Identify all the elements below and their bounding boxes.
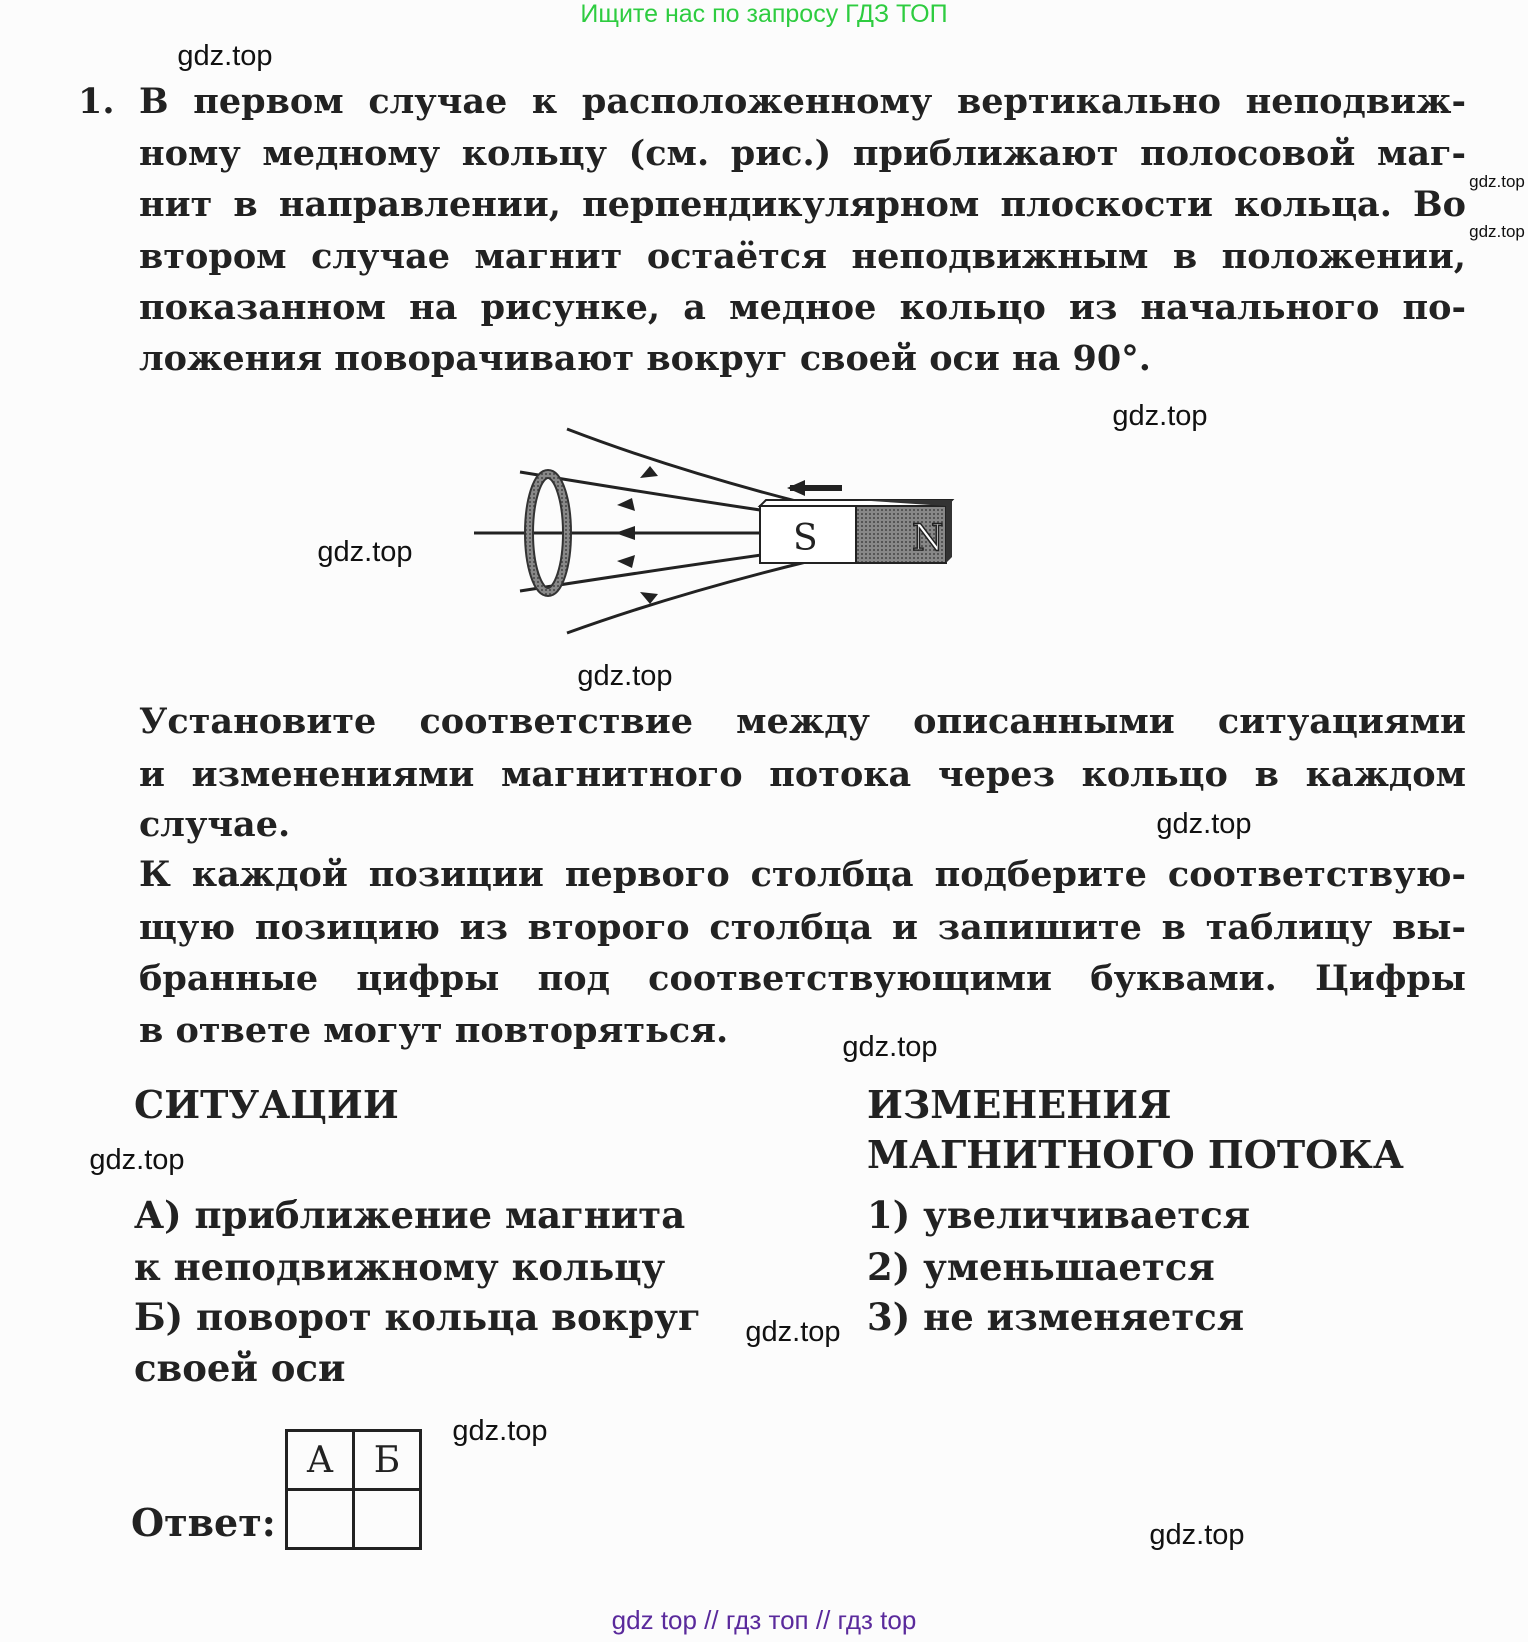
watermark: gdz.top — [452, 1415, 548, 1447]
watermark: gdz.top — [842, 1031, 938, 1063]
watermark: gdz.top — [1112, 400, 1208, 432]
pole-n-label: N — [912, 518, 944, 559]
text-line: ному медному кольцу (см. рис.) приближают полосовой маг- — [139, 133, 1466, 174]
change-item: 1) увеличивается — [867, 1193, 1251, 1237]
text-line: Установите соответствие между описанными ситуациями — [139, 701, 1466, 742]
watermark: gdz.top — [1469, 222, 1525, 241]
answer-label: Ответ: — [131, 1500, 276, 1545]
text-line: втором случае магнит остаётся неподвижным в положении, — [139, 236, 1466, 277]
change-item: 3) не изменяется — [867, 1295, 1245, 1339]
text-line: К каждой позиции первого столбца подберите соответствую- — [139, 854, 1466, 895]
pole-s-label: S — [793, 518, 818, 559]
text-line: и изменениями магнитного потока через кольцо в каждом — [139, 754, 1466, 795]
answer-header-b: Б — [354, 1431, 421, 1490]
answer-cell-a[interactable] — [287, 1490, 354, 1549]
answer-header-a: А — [287, 1431, 354, 1490]
text-line: щую позицию из второго столбца и запишите в таблицу вы- — [139, 907, 1466, 948]
magnet-ring-figure — [0, 0, 1528, 700]
answer-table — [285, 1429, 422, 1550]
situation-item: к неподвижному кольцу — [134, 1245, 666, 1289]
answer-cell-b[interactable] — [354, 1490, 421, 1549]
watermark: gdz.top — [745, 1316, 841, 1348]
column-title-changes: МАГНИТНОГО ПОТОКА — [867, 1132, 1404, 1177]
text-line: бранные цифры под соответствующими буквами. Цифры — [139, 958, 1466, 999]
situation-item: Б) поворот кольца вокруг — [134, 1295, 701, 1339]
watermark: gdz.top — [1149, 1519, 1245, 1551]
text-line: в ответе могут повторяться. — [139, 1010, 729, 1051]
text-line: показанном на рисунке, а медное кольцо из начального по- — [139, 287, 1466, 328]
text-line: нит в направлении, перпендикулярном плоскости кольца. Во — [139, 184, 1466, 225]
watermark: gdz.top — [1156, 808, 1252, 840]
change-item: 2) уменьшается — [867, 1245, 1215, 1289]
situation-item: А) приближение магнита — [134, 1193, 686, 1237]
text-line: В первом случае к расположенному вертикально неподвиж- — [139, 81, 1466, 122]
task-number: 1. — [78, 81, 115, 122]
text-line: случае. — [139, 804, 291, 845]
column-title-changes: ИЗМЕНЕНИЯ — [867, 1082, 1172, 1127]
search-banner[interactable]: Ищите нас по запросу ГДЗ ТОП — [580, 0, 948, 28]
text-line: ложения поворачивают вокруг своей оси на 90°. — [139, 338, 1151, 379]
watermark: gdz.top — [317, 536, 413, 568]
situation-item: своей оси — [134, 1346, 346, 1390]
watermark: gdz.top — [1469, 172, 1525, 191]
watermark: gdz.top — [577, 660, 673, 692]
watermark: gdz.top — [89, 1144, 185, 1176]
column-title-situations: СИТУАЦИИ — [134, 1082, 399, 1127]
footer-links[interactable]: gdz top // гдз топ // гдз top — [611, 1605, 917, 1635]
watermark: gdz.top — [177, 40, 273, 72]
